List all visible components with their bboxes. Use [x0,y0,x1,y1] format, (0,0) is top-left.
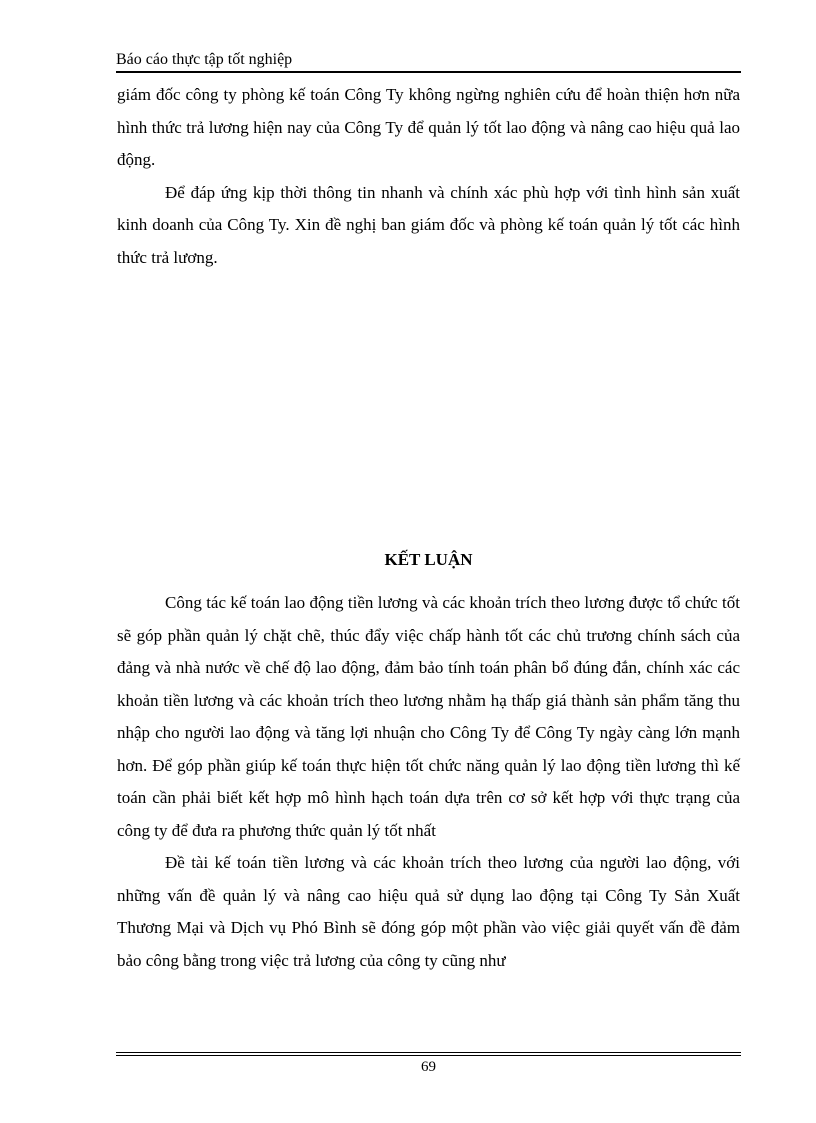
running-header: Báo cáo thực tập tốt nghiệp [116,51,293,68]
paragraph-recommendation: Để đáp ứng kịp thời thông tin nhanh và chính xác phù hợp với tình hình sản xuất kinh doanh của Công Ty. Xin đề nghị ban giám đốc và phòng kế toán quản lý tốt các hình thức trả lương. [117,182,740,267]
footer-rule-bottom [116,1055,741,1056]
conclusion-paragraph-1: Công tác kế toán lao động tiền lương và các khoản trích theo lương được tổ chức tốt sẽ góp phần quản lý chặt chẽ, thúc đẩy việc chấp hành tốt các chủ trương chính sách của đảng và nhà nước về chế độ lao động, đảm bảo tính toán phân bổ đúng đắn, chính xác các khoản tiền lương và các khoản trích theo lương nhằm hạ thấp giá thành sản phẩm tăng thu nhập cho người lao động và tăng lợi nhuận cho Công Ty để Công Ty ngày càng lớn mạnh hơn. Để góp phần giúp kế toán thực hiện tốt chức năng quản lý lao động tiền lương thì kế toán cần phải biết kết hợp mô hình hạch toán dựa trên cơ sở kết hợp với thực trạng của công ty để đưa ra phương thức quản lý tốt nhất [117,593,740,840]
intro-section [117,79,740,274]
conclusion-paragraph-2: Đề tài kế toán tiền lương và các khoản trích theo lương của người lao động, với những vấn đề quản lý và nâng cao hiệu quả sử dụng lao động tại Công Ty Sản Xuất Thương Mại và Dịch vụ Phó Bình sẽ đóng góp một phần vào việc giải quyết vấn đề đảm bảo công bằng trong việc trả lương của công ty cũng như [117,853,740,970]
page-number: 69 [421,1059,436,1075]
header-rule [116,71,741,73]
section-title-conclusion: KẾT LUẬN [384,550,473,569]
footer-rule-top [116,1052,741,1053]
paragraph-continuation: giám đốc công ty phòng kế toán Công Ty không ngừng nghiên cứu để hoàn thiện hơn nữa hình thức trả lương hiện nay của Công Ty để quản lý tốt lao động và nâng cao hiệu quả lao động. [117,85,740,169]
conclusion-section [117,587,740,977]
